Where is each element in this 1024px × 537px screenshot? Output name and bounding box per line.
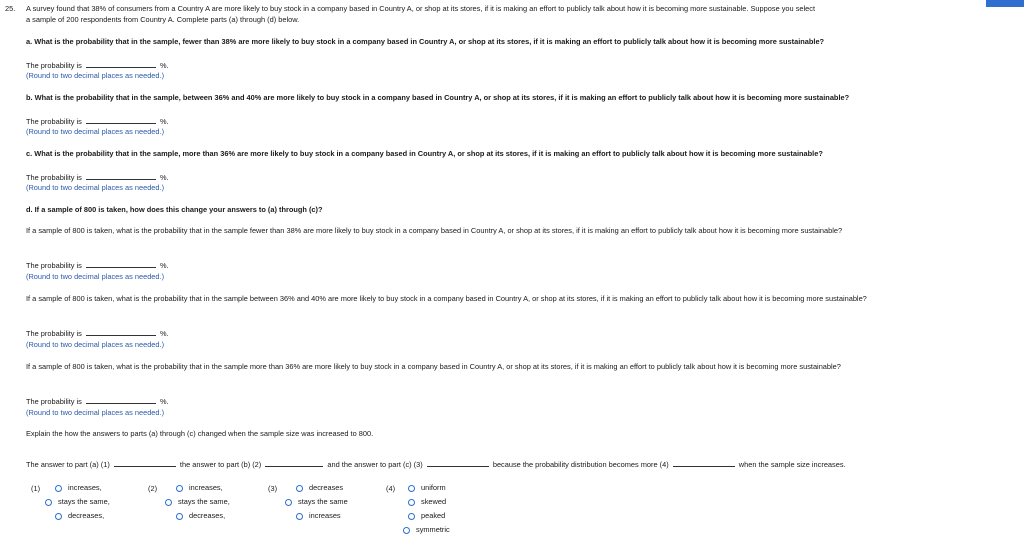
group-1-option-decreases[interactable]: decreases, [55, 511, 104, 520]
part-d2-answer-input[interactable] [86, 327, 156, 336]
group-3-label: (3) [268, 484, 278, 493]
part-d3-question: If a sample of 800 is taken, what is the probability that in the sample more than 36% are more likely to buy stock in a company based in Country A, or shop at its stores, if it is making an effort to publicly talk about how it is becoming more sustainable? [26, 362, 841, 371]
part-d2-answer-row [26, 327, 169, 338]
percent-sign: %. [160, 261, 169, 270]
group-1-option-stays-the-same[interactable]: stays the same, [45, 497, 110, 506]
intro-text-line1: A survey found that 38% of consumers from a Country A are more likely to buy stock in a company based in Country A, or shop at its stores, if it is making an effort to publicly talk about how it is becoming more sustainable. Suppose you select [26, 4, 816, 13]
radio-icon[interactable] [408, 485, 415, 492]
group-1-option-increases[interactable]: increases, [55, 483, 102, 492]
percent-sign: %. [160, 61, 169, 70]
dropdown-3[interactable] [427, 458, 489, 467]
dropdown-4[interactable] [673, 458, 735, 467]
radio-icon[interactable] [296, 513, 303, 520]
intro-text-line2: a sample of 200 respondents from Country A. Complete parts (a) through (d) below. [26, 15, 300, 24]
radio-icon[interactable] [296, 485, 303, 492]
part-d1-answer-row [26, 259, 169, 270]
group-2-label: (2) [148, 484, 158, 493]
corner-tab [986, 0, 1024, 7]
round-hint: (Round to two decimal places as needed.) [26, 340, 165, 349]
radio-icon[interactable] [285, 499, 292, 506]
group-2-option-decreases[interactable]: decreases, [176, 511, 225, 520]
group-4-label: (4) [386, 484, 396, 493]
fill-segment-4: because the probability distribution becomes more (4) [492, 460, 669, 469]
group-3-option-decreases[interactable]: decreases [296, 483, 343, 492]
round-hint: (Round to two decimal places as needed.) [26, 408, 165, 417]
group-2-option-increases[interactable]: increases, [176, 483, 223, 492]
part-b-answer-input[interactable] [86, 115, 156, 124]
group-4-option-skewed[interactable]: skewed [408, 497, 446, 506]
percent-sign: %. [160, 397, 169, 406]
radio-icon[interactable] [176, 513, 183, 520]
part-a-answer-row [26, 59, 169, 70]
probability-label: The probability is [26, 329, 82, 338]
radio-icon[interactable] [165, 499, 172, 506]
group-4-option-peaked[interactable]: peaked [408, 511, 445, 520]
explain-prompt: Explain the how the answers to parts (a) through (c) changed when the sample size was increased to 800. [26, 429, 374, 438]
fill-segment-2: the answer to part (b) (2) [179, 460, 262, 469]
radio-icon[interactable] [403, 527, 410, 534]
group-1-label: (1) [31, 484, 41, 493]
dropdown-2[interactable] [265, 458, 323, 467]
part-c-answer-input[interactable] [86, 171, 156, 180]
group-2-option-stays-the-same[interactable]: stays the same, [165, 497, 230, 506]
part-d2-question: If a sample of 800 is taken, what is the probability that in the sample between 36% and 40% are more likely to buy stock in a company based in Country A, or shop at its stores, if it is making an effort to publicly talk about how it is becoming more sustainable? [26, 294, 867, 303]
probability-label: The probability is [26, 173, 82, 182]
question-number: 25. [5, 4, 16, 13]
radio-icon[interactable] [176, 485, 183, 492]
percent-sign: %. [160, 329, 169, 338]
part-b-question: b. What is the probability that in the sample, between 36% and 40% are more likely to buy stock in a company based in Country A, or shop at its stores, if it is making an effort to publicly talk about how it is becoming more sustainable? [26, 93, 850, 102]
round-hint: (Round to two decimal places as needed.) [26, 71, 165, 80]
fill-segment-1: The answer to part (a) (1) [26, 460, 110, 469]
probability-label: The probability is [26, 61, 82, 70]
probability-label: The probability is [26, 261, 82, 270]
round-hint: (Round to two decimal places as needed.) [26, 127, 165, 136]
radio-icon[interactable] [408, 513, 415, 520]
part-c-question: c. What is the probability that in the sample, more than 36% are more likely to buy stock in a company based in Country A, or shop at its stores, if it is making an effort to publicly talk about how it is becoming more sustainable? [26, 149, 823, 158]
dropdown-1[interactable] [114, 458, 176, 467]
part-d-question: d. If a sample of 800 is taken, how does this change your answers to (a) through (c)? [26, 205, 323, 214]
part-a-answer-input[interactable] [86, 59, 156, 68]
group-3-option-increases[interactable]: increases [296, 511, 341, 520]
radio-icon[interactable] [45, 499, 52, 506]
radio-icon[interactable] [55, 485, 62, 492]
round-hint: (Round to two decimal places as needed.) [26, 272, 165, 281]
part-d1-answer-input[interactable] [86, 259, 156, 268]
probability-label: The probability is [26, 397, 82, 406]
fill-sentence [26, 458, 846, 469]
group-3-option-stays-the-same[interactable]: stays the same [285, 497, 348, 506]
part-d3-answer-input[interactable] [86, 395, 156, 404]
percent-sign: %. [160, 117, 169, 126]
percent-sign: %. [160, 173, 169, 182]
radio-icon[interactable] [408, 499, 415, 506]
part-d3-answer-row [26, 395, 169, 406]
fill-segment-3: and the answer to part (c) (3) [327, 460, 423, 469]
group-4-option-uniform[interactable]: uniform [408, 483, 446, 492]
part-b-answer-row [26, 115, 169, 126]
radio-icon[interactable] [55, 513, 62, 520]
part-d1-question: If a sample of 800 is taken, what is the probability that in the sample fewer than 38% are more likely to buy stock in a company based in Country A, or shop at its stores, if it is making an effort to publicly talk about how it is becoming more sustainable? [26, 226, 843, 235]
group-4-option-symmetric[interactable]: symmetric [403, 525, 450, 534]
part-c-answer-row [26, 171, 169, 182]
round-hint: (Round to two decimal places as needed.) [26, 183, 165, 192]
fill-segment-5: when the sample size increases. [738, 460, 846, 469]
part-a-question: a. What is the probability that in the sample, fewer than 38% are more likely to buy stock in a company based in Country A, or shop at its stores, if it is making an effort to publicly talk about how it is becoming more sustainable? [26, 37, 825, 46]
probability-label: The probability is [26, 117, 82, 126]
